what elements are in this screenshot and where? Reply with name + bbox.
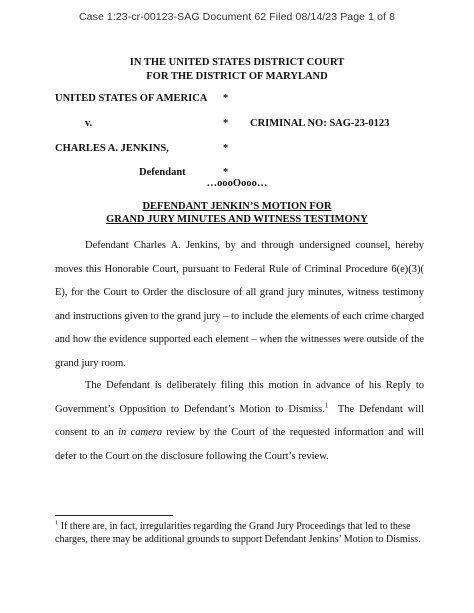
motion-title — [0, 200, 474, 226]
court-title-line-2: FOR THE DISTRICT OF MARYLAND — [146, 71, 328, 82]
motion-title-line-2: GRAND JURY MINUTES AND WITNESS TESTIMONY — [106, 214, 368, 225]
paragraph-1-text: Defendant Charles A. Jenkins, by and through undersigned counsel, hereby moves this Honorable Court, pursuant to Federal Rule of Criminal Procedure 6(e)(3)( E), for the Court to Order the disclosure of all grand jury minutes, witness testimony and instructions given to the grand jury – to include the elements of each crime charged and how the evidence supported each element – when the witnesses were outside of the grand jury room. — [55, 240, 424, 369]
ecf-header-stamp: Case 1:23-cr-00123-SAG Document 62 Filed 08/14/23 Page 1 of 8 — [78, 11, 396, 23]
caption-star: * — [223, 118, 229, 129]
paragraph-2-text-b: The Defendant will consent to an — [55, 403, 427, 439]
body-paragraph-1 — [55, 234, 424, 376]
caption-star: * — [223, 143, 229, 154]
court-title — [0, 56, 474, 84]
paragraph-2-italic: in camera — [118, 427, 163, 439]
caption-criminal-number: CRIMINAL NO: SAG-23-0123 — [250, 118, 390, 129]
body-paragraph-2 — [55, 374, 427, 468]
court-title-line-1: IN THE UNITED STATES DISTRICT COURT — [129, 57, 345, 68]
paragraph-2-text-c: review by the Court of the requested information and will defer to the Court on the disclosure following the Court’s review. — [55, 427, 424, 462]
footnote-reference[interactable]: 1 — [324, 401, 329, 410]
caption-star: * — [223, 167, 229, 178]
motion-title-line-1: DEFENDANT JENKIN’S MOTION FOR — [142, 201, 332, 212]
caption-defendant-name: CHARLES A. JENKINS, — [55, 143, 169, 154]
footnote-number: 1 — [55, 519, 59, 527]
caption-star: * — [223, 93, 229, 104]
caption-ornament: …oooOooo… — [206, 178, 268, 189]
footnote — [55, 521, 425, 546]
caption-versus: v. — [85, 118, 93, 129]
footnote-text: If there are, in fact, irregularities regarding the Grand Jury Proceedings that led to these charges, there may be additional grounds to support Defendant Jenkins’ Motion to Dismiss. — [55, 521, 421, 545]
caption-defendant-label: Defendant — [139, 167, 186, 178]
paragraph-2-text-a: The Defendant is deliberately filing this motion in advance of his Reply to Government’s Opposition to Defendant’s Motion to Dismiss. — [55, 380, 424, 415]
footnote-divider — [55, 515, 173, 516]
caption-plaintiff: UNITED STATES OF AMERICA — [55, 93, 208, 104]
